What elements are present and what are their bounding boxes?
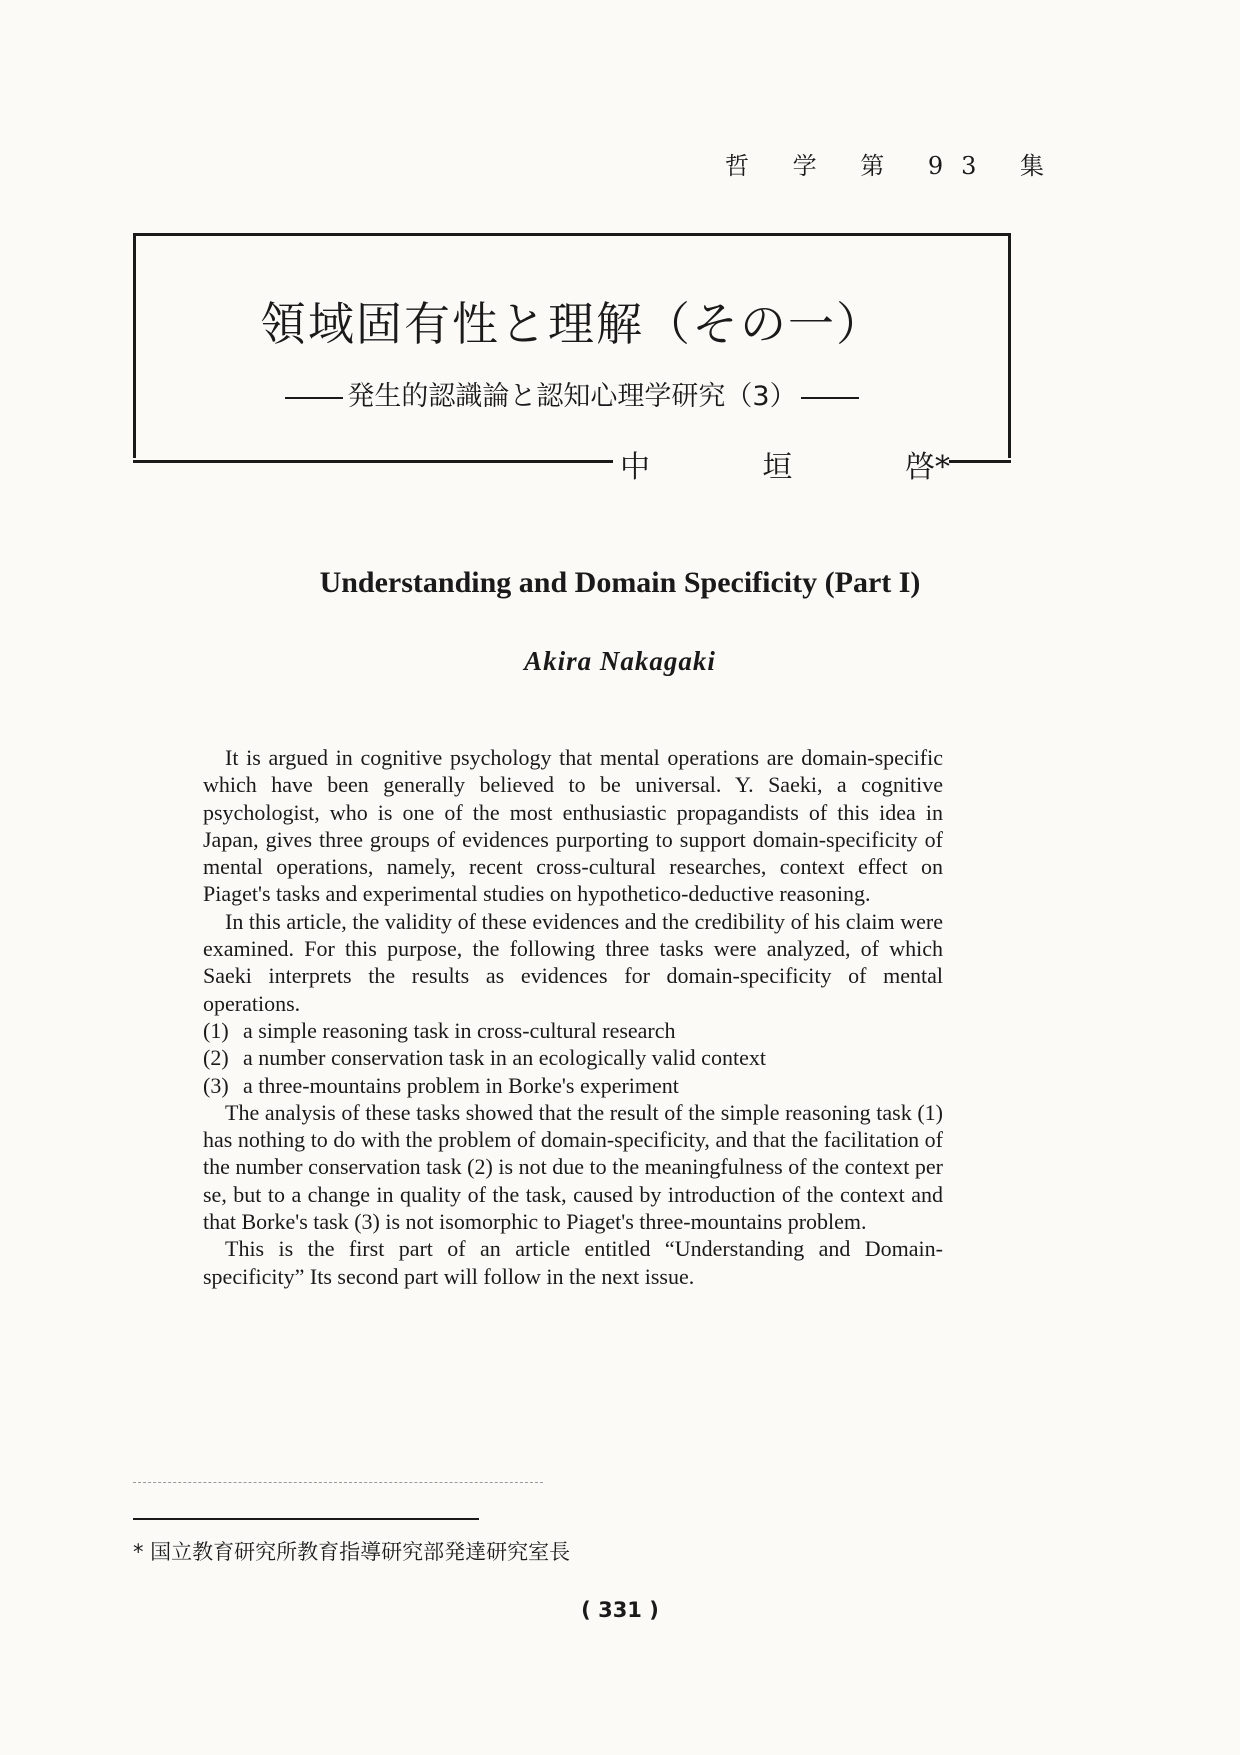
journal-header: 哲 学 第 93 集 bbox=[724, 152, 1062, 180]
abstract bbox=[203, 744, 943, 1290]
subtitle-dash-left bbox=[285, 397, 343, 399]
list-number: (1) bbox=[203, 1017, 229, 1043]
page-number: ( 331 ) bbox=[581, 1598, 659, 1622]
japanese-subtitle bbox=[136, 374, 1008, 413]
list-text: a number conservation task in an ecologically valid context bbox=[243, 1045, 766, 1071]
author-char: 垣 bbox=[762, 450, 793, 485]
separator-line bbox=[133, 1482, 543, 1483]
list-text: a three-mountains problem in Borke's experiment bbox=[243, 1072, 679, 1098]
subtitle-dash-right bbox=[801, 397, 859, 399]
english-title: Understanding and Domain Specificity (Part I) bbox=[319, 566, 921, 599]
japanese-title: 領域固有性と理解（その一） bbox=[260, 297, 884, 351]
list-item bbox=[203, 1072, 943, 1099]
japanese-author bbox=[620, 442, 950, 486]
abstract-paragraph: This is the first part of an article entitled “Understanding and Domain-specificity” Its second part will follow in the next issue. bbox=[203, 1236, 943, 1289]
abstract-paragraph: It is argued in cognitive psychology that mental operations are domain-specific which have been generally believed to be universal. Y. Saeki, a cognitive psychologist, who is one of the most enthusiastic propagandists of this idea in Japan, gives three groups of evidences purporting to support domain-specificity of mental operations, namely, recent cross-cultural researches, context effect on Piaget's tasks and experimental studies on hypothetico-deductive reasoning. bbox=[203, 745, 943, 907]
abstract-paragraph: The analysis of these tasks showed that the result of the simple reasoning task (1) has nothing to do with the problem of domain-specificity, and that the facilitation of the number conservation task (2) is not due to the meaningfulness of the context per se, but to a change in quality of the task, caused by introduction of the context and that Borke's task (3) is not isomorphic to Piaget's three-mountains problem. bbox=[203, 1099, 943, 1235]
list-item bbox=[203, 1017, 943, 1044]
author-rule-right bbox=[949, 460, 1011, 463]
author-char: 啓* bbox=[905, 450, 950, 485]
japanese-subtitle-text: 発生的認識論と認知心理学研究（3） bbox=[347, 381, 797, 412]
list-item bbox=[203, 1044, 943, 1071]
japanese-author-row bbox=[133, 446, 1011, 485]
english-author: Akira Nakagaki bbox=[524, 646, 716, 676]
task-list bbox=[203, 1017, 943, 1099]
abstract-paragraph: In this article, the validity of these evidences and the credibility of his claim were examined. For this purpose, the following three tasks were analyzed, of which Saeki interprets the results as evidences for domain-specificity of mental operations. bbox=[203, 908, 943, 1016]
footnote-rule bbox=[133, 1518, 479, 1520]
list-text: a simple reasoning task in cross-cultural research bbox=[243, 1017, 676, 1043]
title-box bbox=[133, 233, 1011, 458]
list-number: (3) bbox=[203, 1072, 229, 1098]
author-rule-left bbox=[133, 460, 613, 463]
list-number: (2) bbox=[203, 1045, 229, 1071]
footnote: * 国立教育研究所教育指導研究部発達研究室長 bbox=[133, 1540, 571, 1564]
author-char: 中 bbox=[620, 450, 650, 485]
